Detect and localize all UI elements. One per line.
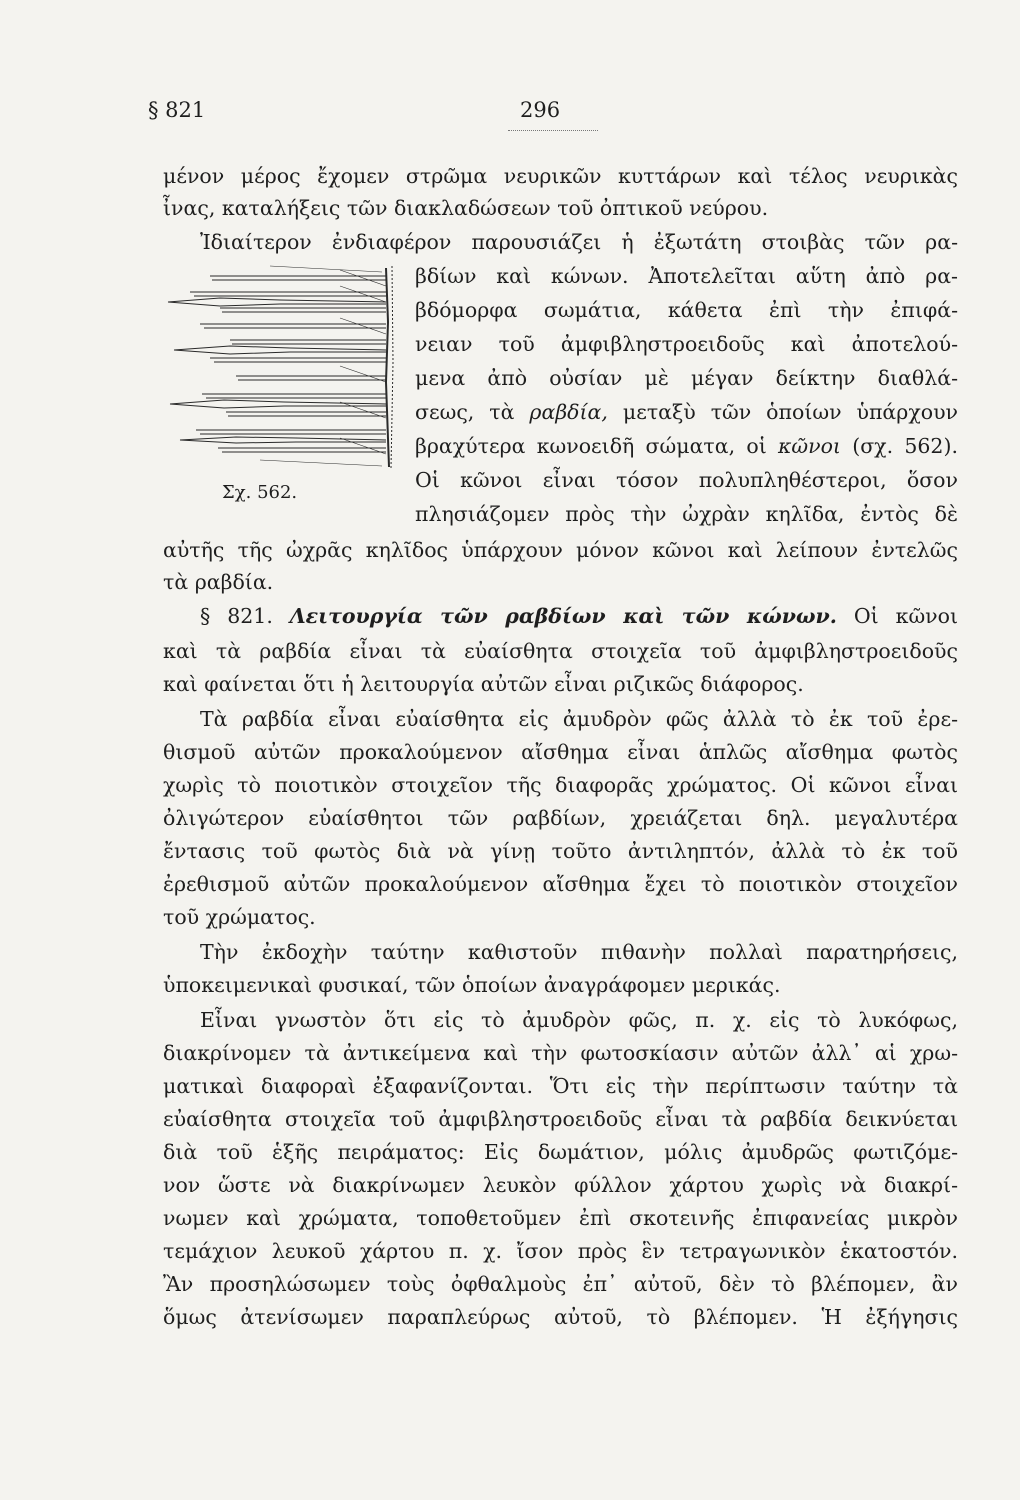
text-line: Τὴν ἐκδοχὴν ταύτην καθιστοῦν πιθανὴν πολλαὶ παρατηρήσεις, <box>200 940 958 964</box>
text-line: Ἂν προσηλώσωμεν τοὺς ὀφθαλμοὺς ἐπ᾽ αὐτοῦ, δὲν τὸ βλέπομεν, ἂν <box>163 1272 958 1296</box>
text-line: Τὰ ραβδία εἶναι εὐαίσθητα εἰς ἀμυδρὸν φῶς ἀλλὰ τὸ ἐκ τοῦ ἐρε- <box>200 707 958 731</box>
text-line: καὶ τὰ ραβδία εἶναι τὰ εὐαίσθητα στοιχεῖα τοῦ ἀμφιβληστροειδοῦς <box>163 639 958 663</box>
text-line: ὅμως ἀτενίσωμεν παραπλεύρως αὐτοῦ, τὸ βλέπομεν. Ἡ ἐξήγησις <box>163 1305 958 1329</box>
text-run: μεταξὺ τῶν ὁποίων ὑπάρχουν <box>607 400 959 424</box>
text-line: βδίων καὶ κώνων. Ἀποτελεῖται αὕτη ἀπὸ ρα- <box>415 264 958 288</box>
text-run: βραχύτερα κωνοειδῆ σώματα, οἱ <box>415 434 778 458</box>
text-line: καὶ φαίνεται ὅτι ἡ λειτουργία αὐτῶν εἶναι ριζικῶς διάφορος. <box>163 672 804 696</box>
retina-rods-cones-figure <box>160 262 404 472</box>
text-line: τοῦ χρώματος. <box>163 905 316 929</box>
text-line: Ἰδιαίτερον ἐνδιαφέρον παρουσιάζει ἡ ἐξωτάτη στοιβὰς τῶν ρα- <box>200 230 958 254</box>
text-line: χωρὶς τὸ ποιοτικὸν στοιχεῖον τῆς διαφορᾶς χρώματος. Οἱ κῶνοι εἶναι <box>163 773 958 797</box>
section-heading-line <box>200 606 958 627</box>
text-line: ματικαὶ διαφοραὶ ἐξαφανίζονται. Ὅτι εἰς τὴν περίπτωσιν ταύτην τὰ <box>163 1074 958 1098</box>
text-line: Εἶναι γνωστὸν ὅτι εἰς τὸ ἀμυδρὸν φῶς, π. χ. εἰς τὸ λυκόφως, <box>200 1008 958 1032</box>
term-rods: ραβδία, <box>529 400 608 424</box>
text-line: αὐτῆς τῆς ὠχρᾶς κηλῖδος ὑπάρχουν μόνον κῶνοι καὶ λείπουν ἐντελῶς <box>163 538 958 562</box>
text-line: μενα ἀπὸ οὐσίαν μὲ μέγαν δείκτην διαθλά- <box>415 366 958 390</box>
text-line: ὀλιγώτερον εὐαίσθητοι τῶν ραβδίων, χρειάζεται δηλ. μεγαλυτέρα <box>163 806 958 830</box>
text-line: διακρίνομεν τὰ ἀντικείμενα καὶ τὴν φωτοσκίασιν αὐτῶν ἀλλ᾽ αἱ χρω- <box>163 1041 958 1065</box>
text-line: τεμάχιον λευκοῦ χάρτου π. χ. ἴσον πρὸς ἓν τετραγωνικὸν ἑκατοστόν. <box>163 1239 958 1263</box>
text-line <box>415 436 958 457</box>
section-title: Λειτουργία τῶν ραβδίων καὶ τῶν κώνων. <box>289 604 837 628</box>
page-header <box>148 98 948 134</box>
text-line: ἔντασις τοῦ φωτὸς διὰ νὰ γίνῃ τοῦτο ἀντιληπτόν, ἀλλὰ τὸ ἐκ τοῦ <box>163 839 958 863</box>
text-line: βδόμορφα σωμάτια, κάθετα ἐπὶ τὴν ἐπιφά- <box>415 298 958 322</box>
text-line: εὐαίσθητα στοιχεῖα τοῦ ἀμφιβληστροειδοῦς εἶναι τὰ ραβδία δεικνύεται <box>163 1107 958 1131</box>
page-number: 296 <box>520 98 561 122</box>
text-line: ἶνας, καταλήξεις τῶν διακλαδώσεων τοῦ ὀπτικοῦ νεύρου. <box>163 196 769 220</box>
text-line: πλησιάζομεν πρὸς τὴν ὠχρὰν κηλῖδα, ἐντὸς δὲ <box>415 502 958 526</box>
text-run: σεως, τὰ <box>415 400 530 424</box>
text-line: νον ὥστε νὰ διακρίνωμεν λευκὸν φύλλον χάρτου χωρὶς νὰ διακρί- <box>163 1173 958 1197</box>
text-line: ὑποκειμενικαὶ φυσικαί, τῶν ὁποίων ἀναγράφομεν μερικάς. <box>163 973 781 997</box>
text-line: ἐρεθισμοῦ αὐτῶν προκαλούμενον αἴσθημα ἔχει τὸ ποιοτικὸν στοιχεῖον <box>163 872 958 896</box>
text-line <box>415 402 958 423</box>
page-number-underline <box>508 130 598 131</box>
text-line: νωμεν καὶ χρώματα, τοποθετοῦμεν ἐπὶ σκοτεινῆς ἐπιφανείας μικρὸν <box>163 1206 958 1230</box>
term-cones: κῶνοι <box>777 434 841 458</box>
section-reference: § 821 <box>148 98 206 122</box>
text-line: τὰ ραβδία. <box>163 570 274 594</box>
text-run: (σχ. 562). <box>840 434 958 458</box>
text-line: Οἱ κῶνοι εἶναι τόσον πολυπληθέστεροι, ὅσον <box>415 468 958 492</box>
text-line: θισμοῦ αὐτῶν προκαλούμενον αἴσθημα εἶναι ἁπλῶς αἴσθημα φωτὸς <box>163 740 958 764</box>
text-line: νειαν τοῦ ἀμφιβληστροειδοῦς καὶ ἀποτελού- <box>415 332 958 356</box>
text-line: διὰ τοῦ ἑξῆς πειράματος: Εἰς δωμάτιον, μόλις ἀμυδρῶς φωτιζόμε- <box>163 1140 958 1164</box>
section-number: § 821. <box>200 604 290 628</box>
text-run: Οἱ κῶνοι <box>836 604 958 628</box>
figure-caption: Σχ. 562. <box>222 482 298 503</box>
text-line: μένον μέρος ἔχομεν στρῶμα νευρικῶν κυττάρων καὶ τέλος νευρικὰς <box>163 164 958 188</box>
